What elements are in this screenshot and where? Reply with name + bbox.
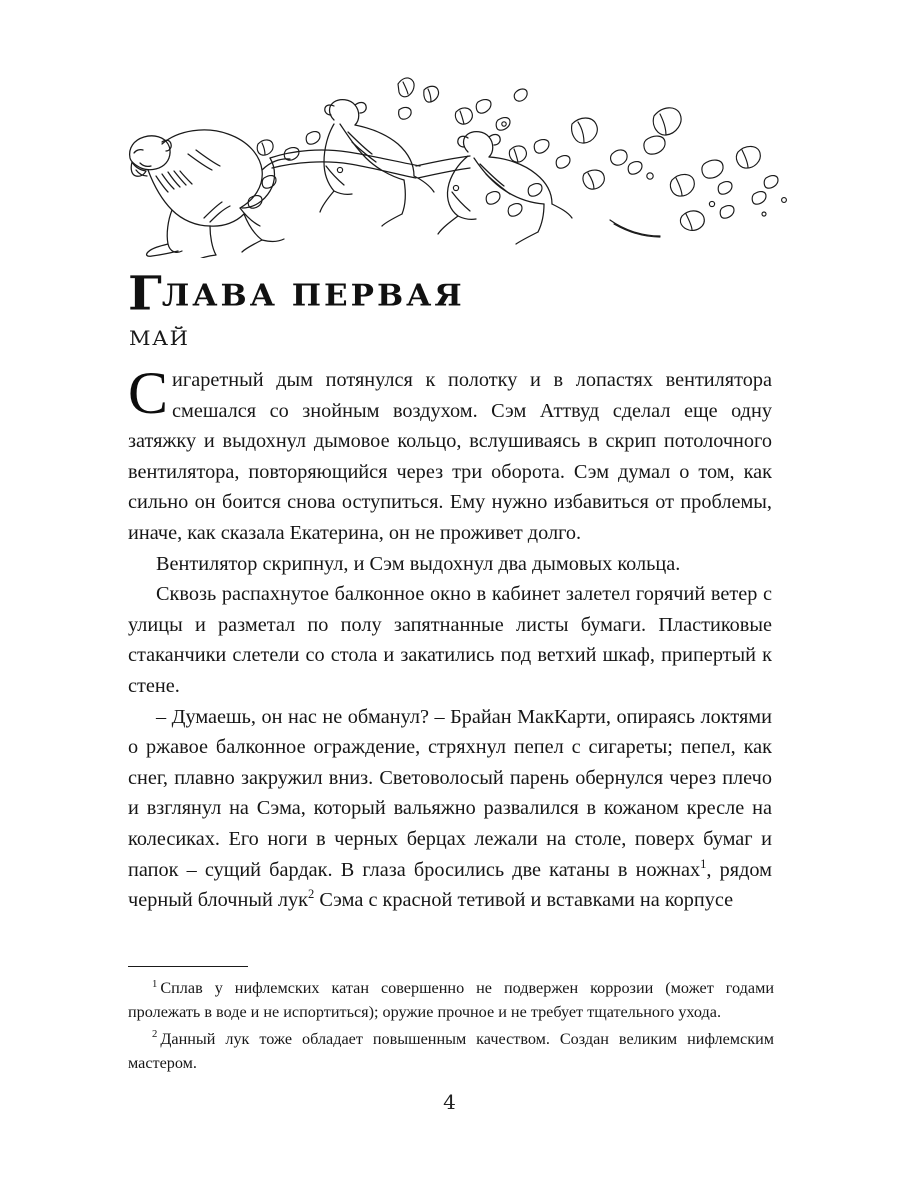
paragraph-1 bbox=[128, 360, 772, 549]
page-text-column bbox=[128, 265, 772, 916]
chapter-title bbox=[128, 265, 772, 321]
footnote-marker-1[interactable]: 1 bbox=[700, 856, 707, 871]
paragraph-4-dialogue bbox=[128, 702, 772, 916]
footnote-block bbox=[128, 966, 774, 1076]
paragraph-2 bbox=[128, 549, 772, 580]
footnote-1-marker: 1 bbox=[152, 977, 158, 990]
footnote-1 bbox=[128, 976, 774, 1025]
paragraph-4-text-before-footnote-1: – Думаешь, он нас не обманул? – Брайан МакКарти, опираясь локтями о ржавое балконное ограждение, стряхнул пепел с сигареты; пепел, как снег, плавно закружил вниз. Световолосый парень обернулся через плечо и взглянул на Сэма, который вальяжно развалился в кожаном кресле на колесиках. Его ноги в черных берцах лежали на столе, поверх бумаг и папок – сущий бардак. В глаза бросились две катаны в ножнах bbox=[128, 705, 772, 881]
chapter-title-rest: ЛАВА ПЕРВАЯ bbox=[161, 278, 465, 314]
paragraph-3-text: Сквозь распахнутое балконное окно в кабинет залетел горячий ветер с улицы и разметал по полу запятнанные листы бумаги. Пластиковые стаканчики слетели со стола и закатились под ветхий шкаф, припертый к стене. bbox=[128, 583, 772, 697]
monkey-trailing bbox=[416, 132, 572, 244]
paragraph-2-text: Вентилятор скрипнул, и Сэм выдохнул два дымовых кольца. bbox=[156, 552, 681, 575]
paragraph-4-text-between-footnotes: , рядом черный блочный лук bbox=[128, 858, 772, 912]
body-text bbox=[128, 360, 772, 916]
paragraph-1-text: игаретный дым потянулся к полотку и в лопастях вентилятора смешался со знойным воздухом. Сэм Аттвуд сделал еще одну затяжку и выдохнул дымовое кольцо, вслушиваясь в скрип потолочного вентилятора, повторяющийся через три оборота. Сэм думал о том, как сильно он боится снова оступиться. Ему нужно избавиться от проблемы, иначе, как сказала Екатерина, он не проживет долго. bbox=[128, 369, 772, 544]
swirling-leaves bbox=[248, 78, 786, 237]
footnote-separator-rule bbox=[128, 966, 248, 967]
chapter-header-illustration bbox=[112, 58, 802, 258]
footnote-marker-2[interactable]: 2 bbox=[308, 887, 315, 902]
paragraph-4-text-after-footnote-2: Сэма с красной тетивой и вставками на корпусе bbox=[314, 889, 734, 912]
chapter-title-initial: Г bbox=[128, 265, 162, 321]
drop-cap: С bbox=[128, 360, 169, 426]
footnote-1-text: Сплав у нифлемских катан совершенно не подвержен коррозии (может годами пролежать в воде и не испортиться); оружие прочное и не требует тщательного ухода. bbox=[128, 979, 774, 1022]
footnote-2-text: Данный лук тоже обладает повышенным качеством. Создан великим нифлемским мастером. bbox=[128, 1029, 774, 1073]
paragraph-3 bbox=[128, 579, 772, 701]
page-number: 4 bbox=[443, 1090, 457, 1114]
monkey-lead bbox=[130, 130, 420, 258]
footnote-2-marker: 2 bbox=[152, 1028, 158, 1041]
chapter-subtitle: МАЙ bbox=[129, 327, 190, 350]
footnote-2 bbox=[128, 1027, 774, 1076]
